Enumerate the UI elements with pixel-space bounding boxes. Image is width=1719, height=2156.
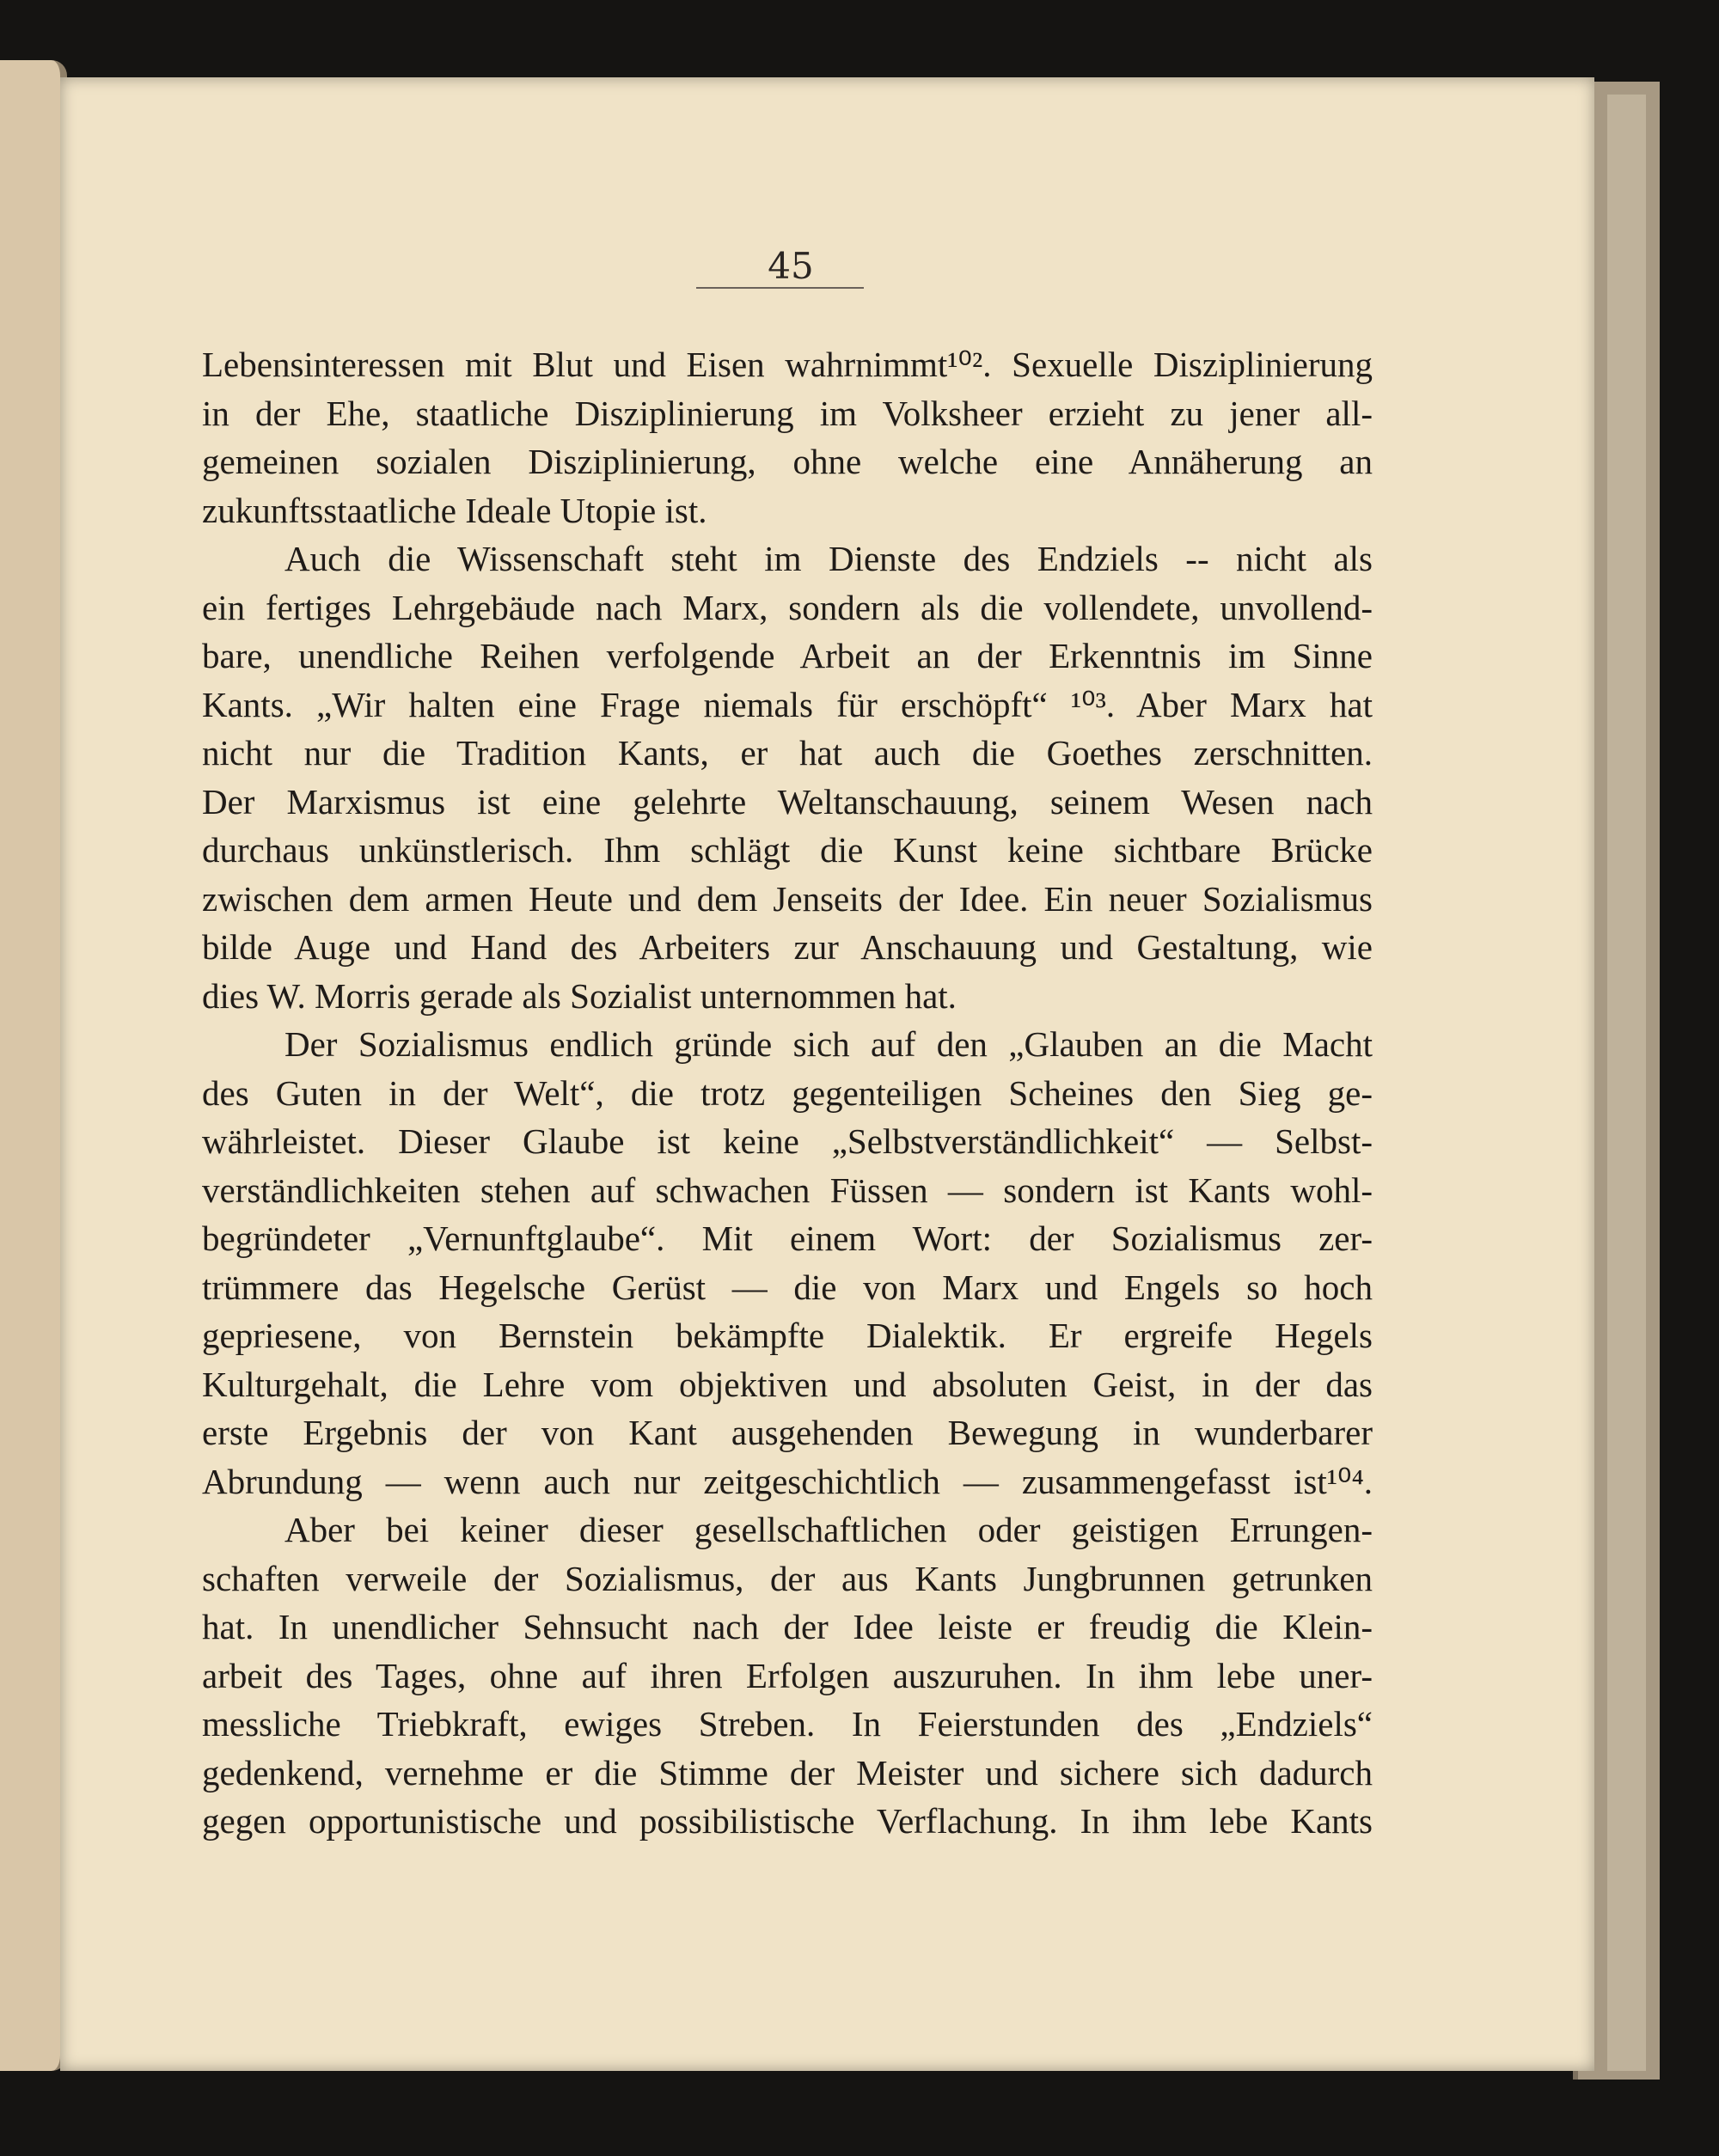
text-line: währleistet. Dieser Glaube ist keine „Selbstverständlichkeit“ — Selbst- [202, 1121, 1373, 1161]
text-line: Der Sozialismus endlich gründe sich auf den „Glauben an die Macht [284, 1024, 1373, 1064]
text-line: hat. In unendlicher Sehnsucht nach der Idee leiste er freudig die Klein- [202, 1607, 1373, 1646]
text-line: Abrundung — wenn auch nur zeitgeschichtlich — zusammengefasst ist¹⁰⁴. [202, 1461, 1373, 1501]
text-line: durchaus unkünstlerisch. Ihm schlägt die Kunst keine sichtbare Brücke [202, 830, 1373, 870]
text-line: gemeinen sozialen Disziplinierung, ohne welche eine Annäherung an [202, 442, 1373, 481]
text-line: Auch die Wissenschaft steht im Dienste des Endziels -- nicht als [284, 539, 1373, 578]
text-line: nicht nur die Tradition Kants, er hat auch die Goethes zerschnitten. [202, 733, 1373, 773]
text-line: Kulturgehalt, die Lehre vom objektiven und absoluten Geist, in der das [202, 1364, 1373, 1404]
text-line: Der Marxismus ist eine gelehrte Weltanschauung, seinem Wesen nach [202, 781, 1373, 821]
text-line: gepriesene, von Bernstein bekämpfte Dialektik. Er ergreife Hegels [202, 1316, 1373, 1355]
text-line: zwischen dem armen Heute und dem Jenseits der Idee. Ein neuer Sozialismus [202, 878, 1373, 919]
text-line: Kants. „Wir halten eine Frage niemals für erschöpft“ ¹⁰³. Aber Marx hat [202, 684, 1373, 724]
text-line: Aber bei keiner dieser gesellschaftlichen oder geistigen Errungen- [284, 1510, 1373, 1549]
page-number: 45 [768, 245, 814, 287]
text-line: gedenkend, vernehme er die Stimme der Meister und sichere sich dadurch [202, 1752, 1373, 1793]
header-rule [696, 287, 864, 289]
text-line: erste Ergebnis der von Kant ausgehenden Bewegung in wunderbarer [202, 1413, 1373, 1452]
text-line: des Guten in der Welt“, die trotz gegenteiligen Scheines den Sieg ge- [202, 1072, 1373, 1113]
text-line: arbeit des Tages, ohne auf ihren Erfolgen auszuruhen. In ihm lebe uner- [202, 1655, 1373, 1695]
text-line: gegen opportunistische und possibilistische Verflachung. In ihm lebe Kants [202, 1801, 1373, 1841]
text-line: bilde Auge und Hand des Arbeiters zur Anschauung und Gestaltung, wie [202, 927, 1373, 967]
text-line: in der Ehe, staatliche Disziplinierung im Volksheer erzieht zu jener all- [202, 393, 1373, 433]
text-line: zukunftsstaatliche Ideale Utopie ist. [202, 490, 707, 530]
page-edge-inner [1607, 95, 1646, 2071]
text-line: begründeter „Vernunftglaube“. Mit einem Wort: der Sozialismus zer- [202, 1218, 1373, 1258]
text-line: bare, unendliche Reihen verfolgende Arbeit an der Erkenntnis im Sinne [202, 636, 1373, 675]
text-line: ein fertiges Lehrgebäude nach Marx, sondern als die vollendete, unvollend- [202, 587, 1373, 627]
body-text [202, 340, 1373, 1846]
text-line: trümmere das Hegelsche Gerüst — die von Marx und Engels so hoch [202, 1267, 1373, 1307]
text-line: Lebensinteressen mit Blut und Eisen wahrnimmt¹⁰². Sexuelle Disziplinierung [202, 345, 1373, 384]
text-line: schaften verweile der Sozialismus, der aus Kants Jungbrunnen getrunken [202, 1558, 1373, 1598]
text-line: verständlichkeiten stehen auf schwachen Füssen — sondern ist Kants wohl- [202, 1170, 1373, 1210]
text-line: messliche Triebkraft, ewiges Streben. In Feierstunden des „Endziels“ [202, 1704, 1373, 1744]
text-line: dies W. Morris gerade als Sozialist unternommen hat. [202, 975, 957, 1016]
book-binding [0, 60, 67, 2071]
